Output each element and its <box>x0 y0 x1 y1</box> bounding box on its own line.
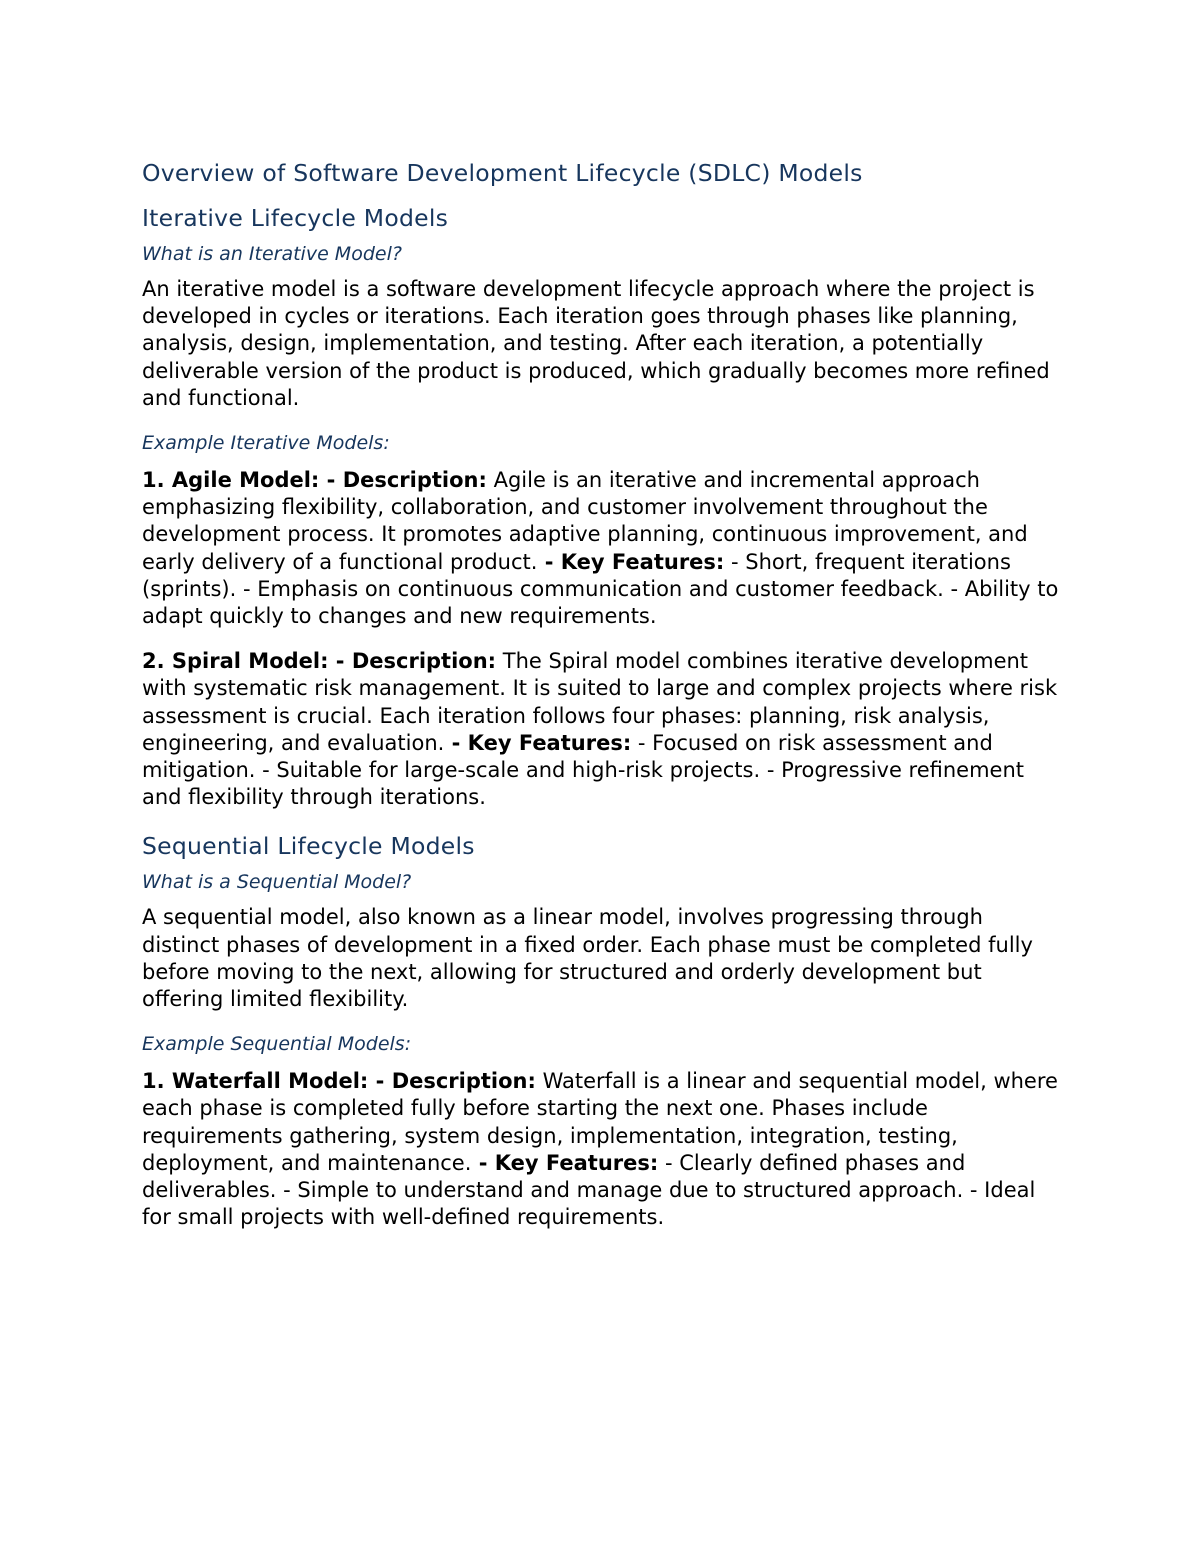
description-label: Description: <box>391 1069 536 1094</box>
model-description: Agile is an iterative and incremental approach emphasizing flexibility, collaboration, and customer involvement throughout the development process. It promotes adaptive planning, continuous improvement, and early delivery of a functional product. <box>142 468 1028 574</box>
section-heading-iterative: Iterative Lifecycle Models <box>142 204 449 232</box>
model-entry-spiral <box>142 648 1062 811</box>
key-features-label: Key Features: <box>467 730 632 755</box>
model-name: 1. Agile Model: <box>142 468 320 493</box>
separator: - <box>328 649 352 674</box>
description-label: Description: <box>342 468 487 493</box>
description-label: Description: <box>351 649 497 674</box>
section-heading-sequential: Sequential Lifecycle Models <box>142 832 475 861</box>
document-body <box>142 155 1062 1249</box>
examples-heading-iterative: Example Iterative Models: <box>142 432 390 455</box>
paragraph-sequential-definition: A sequential model, also known as a linear model, involves progressing through distinct phases of development in a fixed order. Each phase must be completed fully before moving to the next, allowing for structured and orderly development but offering limited flexibility. <box>142 905 1033 1012</box>
document-title: Overview of Software Development Lifecycle (SDLC) Models <box>142 159 863 187</box>
model-entry-agile <box>142 467 1062 630</box>
model-features: - Short, frequent iterations (sprints). - Emphasis on continuous communication and customer feedback. - Ability to adapt quickly to changes and new requirements. <box>142 549 1059 629</box>
key-features-label: Key Features: <box>494 1150 659 1175</box>
model-name: 1. Waterfall Model: <box>142 1069 369 1094</box>
separator: - <box>319 468 343 493</box>
subheading-what-is-sequential: What is a Sequential Model? <box>142 871 412 894</box>
subheading-what-is-iterative: What is an Iterative Model? <box>142 243 402 265</box>
key-features-label: Key Features: <box>560 549 725 574</box>
model-entry-waterfall <box>142 1068 1062 1231</box>
separator: - <box>444 730 468 755</box>
model-description: Waterfall is a linear and sequential model, where each phase is completed fully before starting the next one. Phases include requirements gathering, system design, implementation, integration, testing, deployment, and maintenance. <box>142 1069 1058 1175</box>
separator: - <box>471 1150 495 1175</box>
model-features: - Focused on risk assessment and mitigation. - Suitable for large-scale and high-risk projects. - Progressive refinement and flexibility through iterations. <box>142 730 1025 810</box>
model-features: - Clearly defined phases and deliverables. - Simple to understand and manage due to structured approach. - Ideal for small projects with well-defined requirements. <box>142 1150 1036 1230</box>
separator: - <box>368 1069 392 1094</box>
model-description: The Spiral model combines iterative development with systematic risk management. It is suited to large and complex projects where risk assessment is crucial. Each iteration follows four phases: planning, risk analysis, engineering, and evaluation. <box>142 649 1058 755</box>
model-name: 2. Spiral Model: <box>142 649 329 674</box>
paragraph-iterative-definition: An iterative model is a software development lifecycle approach where the project is developed in cycles or iterations. Each iteration goes through phases like planning, analysis, design, implementation, and testing. After each iteration, a potentially deliverable version of the product is produced, which gradually becomes more refined and functional. <box>142 277 1050 410</box>
separator: - <box>537 549 561 574</box>
examples-heading-sequential: Example Sequential Models: <box>142 1033 412 1056</box>
